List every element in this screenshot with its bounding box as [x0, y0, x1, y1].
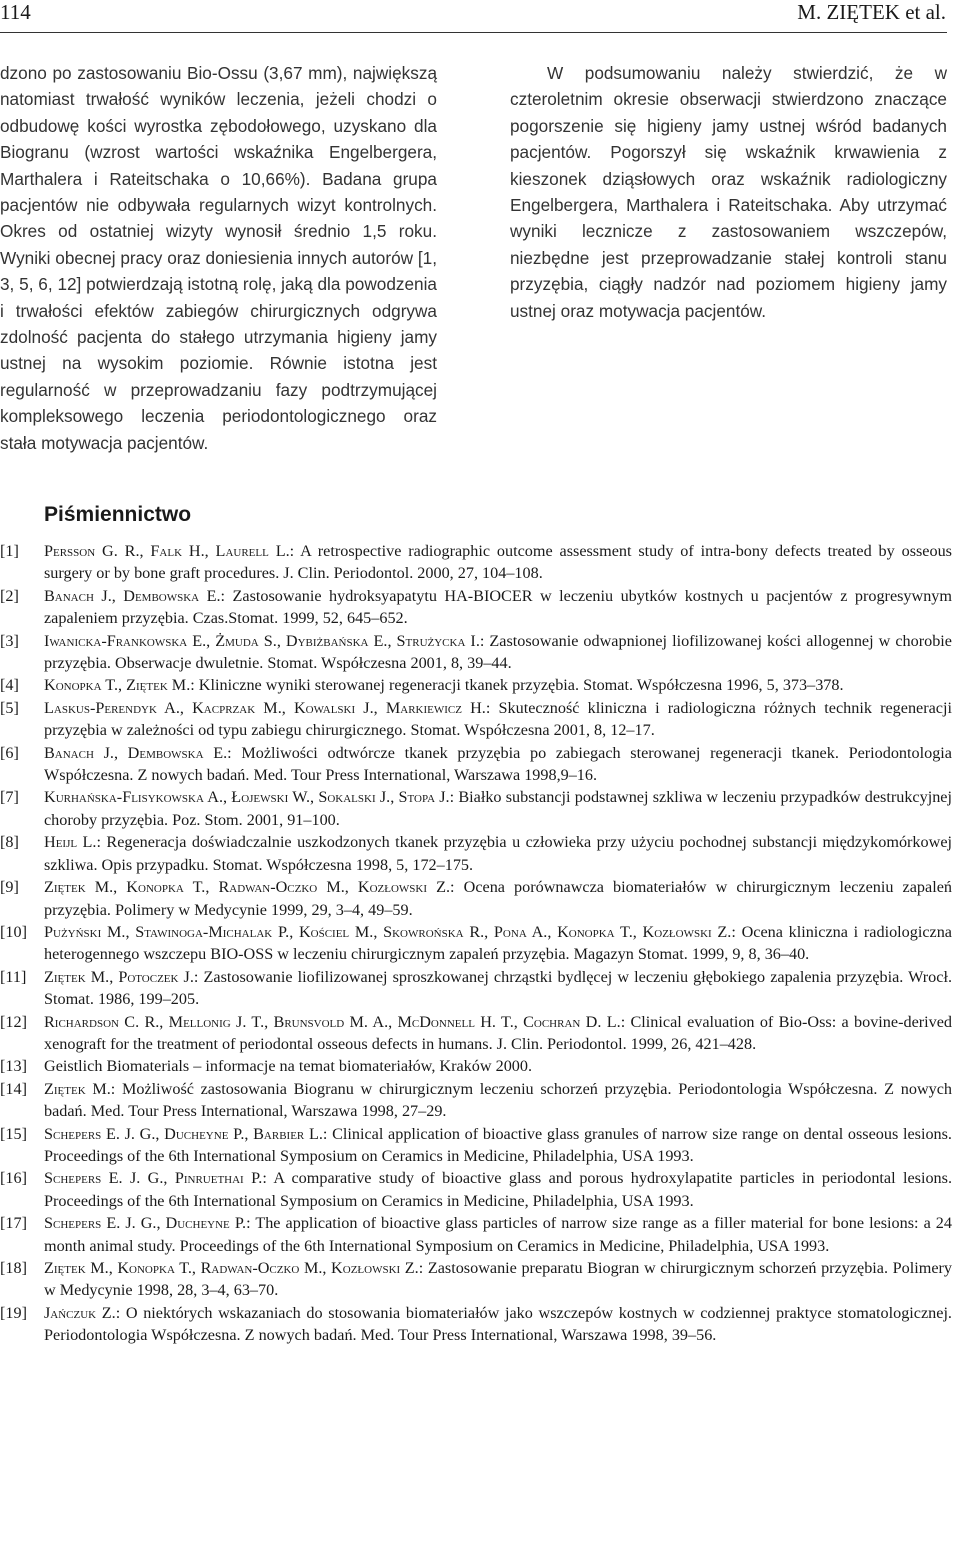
- reference-number: [15]: [0, 1124, 27, 1143]
- reference-number: [5]: [0, 698, 19, 717]
- reference-text: : Ocena kliniczna i radiologiczna heterogennego wszczepu BIO-OSS w leczeniu chirurgicznym zapaleń przyzębia. Magazyn Stomat. 1999, 9, 8, 36–40.: [44, 922, 952, 964]
- reference-authors: Ziętek M., Konopka T., Radwan-Oczko M., Kozłowski Z.: [44, 1259, 419, 1277]
- reference-list: [0, 540, 952, 1347]
- conclusion-paragraph: W podsumowaniu należy stwierdzić, że w czteroletnim okresie obserwacji stwierdzono znaczące pogorszenie się higieny jamy ustnej wśród badanych pacjentów. Pogorszył się wskaźnik krwawienia z kieszonek dziąsłowych oraz wskaźnik radiologiczny Engelbergera, Marthalera i Rateitschaka. Aby utrzymać wyniki lecznicze z zastosowaniem wszczepów, niezbędne jest przeprowadzanie stałej kontroli stanu przyzębia, ciągły nadzór nad poziomem higieny jamy ustnej oraz motywacja pacjentów.: [510, 63, 947, 321]
- reference-item: [0, 697, 952, 742]
- reference-item: [0, 1167, 952, 1212]
- reference-authors: Laskus-Perendyk A., Kacprzak M., Kowalski J., Markiewicz H.: [44, 698, 486, 717]
- reference-number: [14]: [0, 1079, 27, 1098]
- reference-number: [10]: [0, 922, 27, 941]
- running-author: M. ZIĘTEK et al.: [797, 0, 946, 24]
- reference-item: [0, 1011, 952, 1056]
- reference-item: [0, 966, 952, 1011]
- reference-authors: Ziętek M., Konopka T., Radwan-Oczko M., Kozłowski Z.: [44, 878, 451, 897]
- reference-item: [0, 1302, 952, 1347]
- reference-item: [0, 540, 952, 585]
- body-column-left: [0, 60, 437, 456]
- reference-text: : A comparative study of bioactive glass and porous hydroxylapatite particles in periodontal lesions. Proceedings of the 6th International Symposium on Ceramics in Medicine, Philadelphia, USA 1993.: [44, 1169, 952, 1210]
- reference-item: [0, 1257, 952, 1302]
- reference-number: [13]: [0, 1057, 27, 1076]
- reference-item: [0, 630, 952, 675]
- reference-number: [12]: [0, 1012, 27, 1031]
- reference-number: [2]: [0, 586, 19, 605]
- reference-text: : Regeneracja doświadczalnie uszkodzonych tkanek przyzębia u człowieka przy użyciu pochodnej substancji międzykomórkowej szkliwa. Opis przypadku. Stomat. Współczesna 1998, 5, 172–175.: [44, 833, 952, 874]
- reference-item: [0, 742, 952, 787]
- reference-item: [0, 831, 952, 876]
- header-rule: [0, 32, 947, 33]
- reference-item: [0, 1078, 952, 1123]
- bibliography-title: Piśmiennictwo: [44, 503, 192, 526]
- reference-text: : Zastosowanie preparatu Biogran w chirurgicznym schorzeń przyzębia. Polimery w Medycynie 1998, 28, 3–4, 63–70.: [44, 1259, 952, 1300]
- reference-number: [11]: [0, 967, 27, 986]
- page-number: 114: [0, 0, 31, 24]
- reference-item: [0, 921, 952, 966]
- reference-authors: Schepers E. J. G., Pinruethai P.: [44, 1169, 263, 1188]
- reference-item: [0, 585, 952, 630]
- reference-authors: Kurhańska-Flisykowska A., Łojewski W., Sokalski J., Stopa J.: [44, 788, 450, 807]
- reference-text: : A retrospective radiographic outcome assessment study of intra-bony defects treated by osseous surgery or by bone graft procedures. J. Clin. Periodontol. 2000, 27, 104–108.: [44, 542, 952, 583]
- reference-text: : Ocena porównawcza biomateriałów w chirurgicznym leczeniu zapaleń przyzębia. Polimery w Medycynie 1999, 29, 3–4, 49–59.: [44, 878, 952, 919]
- reference-number: [19]: [0, 1303, 27, 1322]
- reference-number: [17]: [0, 1214, 27, 1233]
- reference-number: [16]: [0, 1169, 27, 1188]
- reference-item: [0, 1055, 952, 1077]
- reference-authors: Konopka T., Ziętek M.: [44, 676, 191, 695]
- reference-text: : Możliwość zastosowania Biogranu w chirurgicznym leczeniu schorzeń przyzębia. Periodontologia Współczesna. Z nowych badań. Med. Tour Press International, Warszawa 1998, 27–29.: [44, 1079, 953, 1121]
- reference-text: : Kliniczne wyniki sterowanej regeneracji tkanek przyzębia. Stomat. Współczesna 1996, 5, 373–378.: [190, 676, 844, 695]
- reference-authors: Banach J., Dembowska E.: [44, 586, 221, 605]
- reference-text: : Zastosowanie hydroksyapatytu HA-BIOCER w leczeniu ubytków kostnych u pacjentów z progresywnym zapaleniem przyzębia. Czas.Stomat. 1999, 52, 645–652.: [44, 586, 952, 628]
- reference-number: [8]: [0, 833, 19, 852]
- reference-text: : Zastosowanie liofilizowanej sproszkowanej chrząstki bydlęcej w leczeniu głębokiego zapalenia przyzębia. Wrocł. Stomat. 1986, 199–205.: [44, 967, 953, 1009]
- reference-text: : Możliwości odtwórcze tkanek przyzębia po zabiegach sterowanej regeneracji tkanek. Periodontologia Współczesna. Z nowych badań. Med. Tour Press International, Warszawa 1998,9–16.: [44, 743, 952, 785]
- reference-authors: Schepers E. J. G., Ducheyne P.: [44, 1214, 247, 1233]
- reference-text: Geistlich Biomaterials – informacje na temat biomateriałów, Kraków 2000.: [44, 1057, 533, 1076]
- reference-number: [6]: [0, 743, 19, 762]
- reference-number: [9]: [0, 878, 19, 897]
- reference-number: [7]: [0, 788, 19, 807]
- reference-authors: Richardson C. R., Mellonig J. T., Brunsvold M. A., McDonnell H. T., Cochran D. L.: [44, 1012, 621, 1031]
- reference-text: : Zastosowanie odwapnionej liofilizowanej kości allogennej w chorobie przyzębia. Obserwacje dwuletnie. Stomat. Współczesna 2001, 8, 39–44.: [44, 631, 952, 673]
- reference-number: [3]: [0, 631, 19, 650]
- left-column-text: dzono po zastosowaniu Bio-Ossu (3,67 mm), największą natomiast trwałość wyników leczenia, jeżeli chodzi o odbudowę kości wyrostka zębodołowego, uzyskano dla Biogranu (wzrost wartości wskaźnika Engelbergera, Marthalera i Rateitschaka o 10,66%). Badana grupa pacjentów nie odbywała regularnych wizyt kontrolnych. Okres od ostatniej wizyty wynosił średnio 1,5 roku. Wyniki obecnej pracy oraz doniesienia innych autorów [1, 3, 5, 6, 12] potwierdzają istotną rolę, jaką dla powodzenia i trwałości efektów zabiegów chirurgicznych odgrywa zdolność pacjenta do stałego utrzymania higieny jamy ustnej na wysokim poziomie. Równie istotna jest regularność w przeprowadzaniu fazy podtrzymującej kompleksowego leczenia periodontologicznego oraz stała motywacja pacjentów.: [0, 63, 437, 453]
- reference-authors: Banach J., Dembowska E.: [44, 743, 228, 762]
- reference-text: : Skuteczność kliniczna i radiologiczna różnych technik regeneracji przyzębia w zależności od typu zabiegu chirurgicznego. Stomat. Współczesna 2001, 8, 12–17.: [44, 698, 952, 740]
- reference-item: [0, 1123, 952, 1168]
- reference-text: : O niektórych wskazaniach do stosowania biomateriałów jako wszczepów kostnych w codziennej praktyce stomatologicznej. Periodontologia Współczesna. Z nowych badań. Med. Tour Press International, Warszawa 1998, 39–56.: [44, 1303, 952, 1345]
- reference-number: [18]: [0, 1259, 27, 1277]
- reference-authors: Schepers E. J. G., Ducheyne P., Barbier L.: [44, 1124, 323, 1143]
- reference-text: : Białko substancji podstawnej szkliwa w leczeniu przypadków destrukcyjnej choroby przyzębia. Poz. Stom. 2001, 91–100.: [44, 788, 952, 829]
- running-header: [0, 0, 960, 28]
- reference-number: [4]: [0, 676, 19, 695]
- reference-item: [0, 1212, 952, 1257]
- reference-number: [1]: [0, 542, 19, 560]
- reference-authors: Persson G. R., Falk H., Laurell L.: [44, 542, 290, 560]
- reference-item: [0, 876, 952, 921]
- reference-item: [0, 674, 952, 696]
- reference-text: : Clinical evaluation of Bio-Oss: a bovine-derived xenograft for the treatment of periodontal osseous defects in humans. J. Clin. Periodontol. 1999, 26, 421–428.: [44, 1012, 953, 1053]
- reference-authors: Jańczuk Z.: [44, 1303, 116, 1322]
- reference-item: [0, 786, 952, 831]
- reference-authors: Heijl L.: [44, 833, 97, 852]
- reference-authors: Pużyński M., Stawinoga-Michalak P., Kościel M., Skowrońska R., Pona A., Konopka T., Kozłowski Z.: [44, 922, 732, 941]
- reference-text: : The application of bioactive glass particles of narrow size range as a filler material for bone lesions: a 24 month animal study. Proceedings of the 6th International Symposium on Ceramics in Medicine, Philadelphia, USA 1993.: [44, 1214, 952, 1255]
- reference-authors: Ziętek M., Potoczek J.: [44, 967, 194, 986]
- reference-text: : Clinical application of bioactive glass granules of narrow size range on dental osseous lesions. Proceedings of the 6th International Symposium on Ceramics in Medicine, Philadelphia, USA 1993.: [44, 1124, 952, 1165]
- reference-authors: Iwanicka-Frankowska E., Żmuda S., Dybiżbańska E., Strużycka I.: [44, 631, 480, 650]
- body-column-right: [510, 60, 947, 324]
- reference-authors: Ziętek M.: [44, 1079, 111, 1098]
